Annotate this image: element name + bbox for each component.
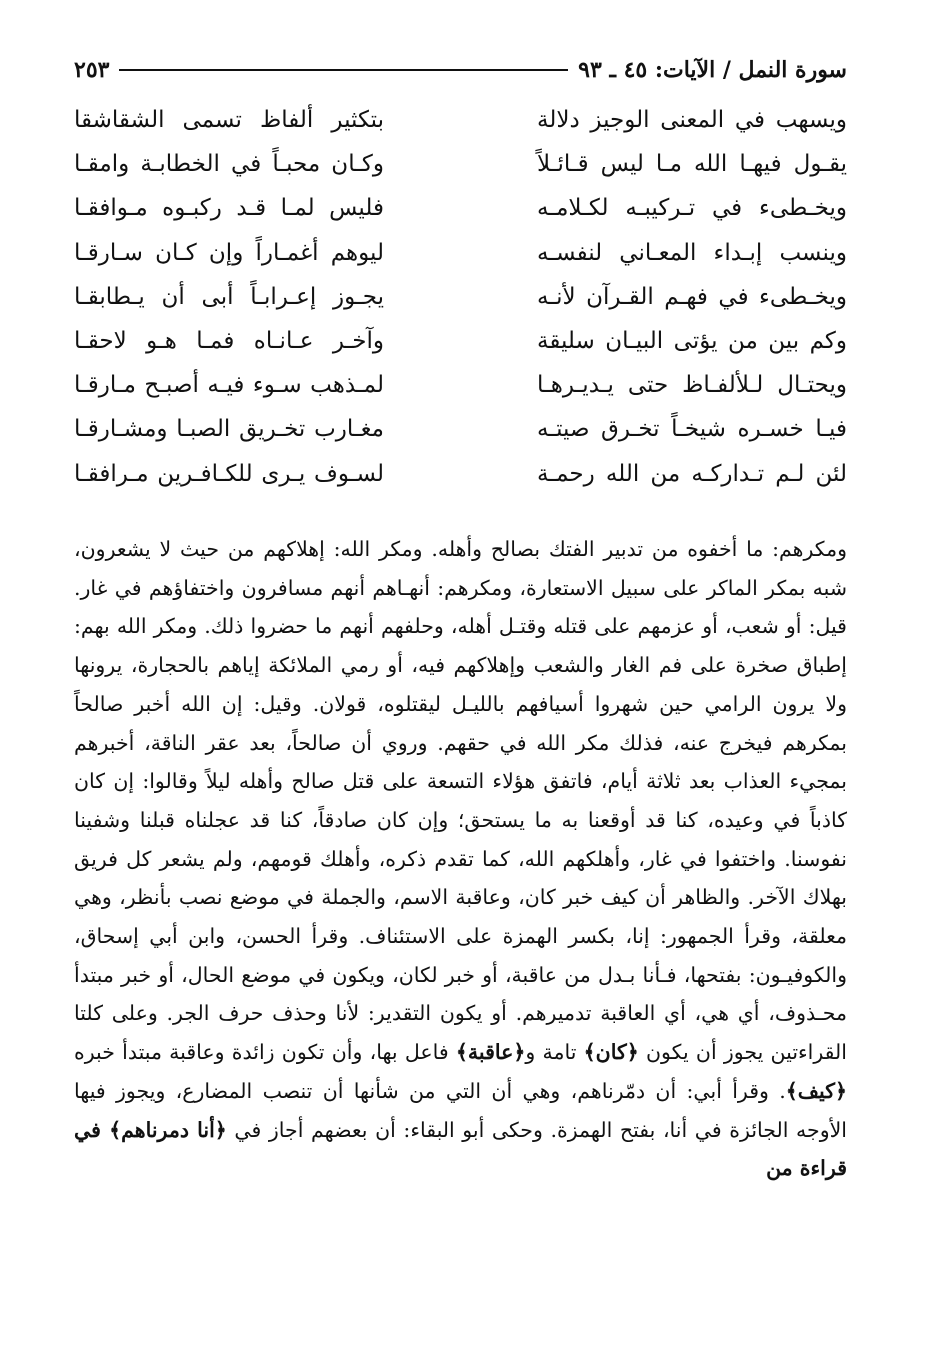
verse-first-hemistich: لئن لـم تـداركـه من الله رحمـة bbox=[537, 460, 847, 487]
verse-second-hemistich: لسـوف يـرى للكـافـرين مـرافقـا bbox=[74, 460, 384, 487]
quran-quote-kayfa: ﴿كيف﴾ bbox=[785, 1078, 847, 1103]
quran-quote-ana-dammarnahum: ﴿أنا دمرناهم﴾ bbox=[109, 1117, 227, 1142]
verse-first-hemistich: فيـا خسـره شيخـاً تخـرق صيتـه bbox=[537, 416, 847, 443]
page-header bbox=[74, 52, 847, 88]
verse-second-hemistich: ليوهم أغمـاراً وإن كـان سـارقـا bbox=[74, 239, 384, 266]
poem-verse bbox=[74, 231, 847, 275]
commentary-text bbox=[74, 530, 847, 1188]
poem-verse bbox=[74, 363, 847, 407]
verse-first-hemistich: ويحتـال لـلألفـاظ حتى يـديـرهـا bbox=[537, 372, 847, 399]
verse-first-hemistich: ويسهب في المعنى الوجيز دلالة bbox=[537, 107, 847, 134]
page-number: ٢٥٣ bbox=[74, 57, 110, 83]
verse-first-hemistich: ويخـطىء في تـركيبـه لكـلامـه bbox=[537, 195, 847, 222]
poem-verse bbox=[74, 407, 847, 451]
verse-second-hemistich: وآخـر عـانـاه فمـا هـو لاحقـا bbox=[74, 328, 384, 355]
poem-verse bbox=[74, 186, 847, 230]
verse-second-hemistich: بتكثير ألفاظ تسمى الشقاشقا bbox=[74, 107, 384, 134]
verse-second-hemistich: مغـارب تخـريق الصبـا ومشـارقـا bbox=[74, 416, 384, 443]
surah-title: سورة النمل / الآيات: ٤٥ ـ ٩٣ bbox=[578, 57, 847, 83]
poem-verse bbox=[74, 319, 847, 363]
header-rule bbox=[119, 69, 568, 71]
quran-quote-kana: ﴿كان﴾ bbox=[583, 1040, 639, 1065]
verse-second-hemistich: يجـوز إعـرابـاً أبى أن يـطابقـا bbox=[74, 283, 384, 310]
verse-first-hemistich: يقـول فيهـا الله مـا ليس قـائـلاً bbox=[537, 151, 847, 178]
verse-second-hemistich: وكـان محبـاً في الخطابـة وامقـا bbox=[74, 151, 384, 178]
quran-quote-aqiba: ﴿عاقبة﴾ bbox=[455, 1040, 526, 1065]
poem-verse bbox=[74, 98, 847, 142]
poem-verse bbox=[74, 275, 847, 319]
verse-first-hemistich: ويخـطىء في فهـم القـرآن لأنـه bbox=[537, 283, 847, 310]
poem-verse bbox=[74, 142, 847, 186]
poem-verse bbox=[74, 452, 847, 496]
commentary-fragment: تامة و bbox=[525, 1040, 584, 1065]
commentary-paragraph: ومكرهم: ما أخفوه من تدبير الفتك بصالح وأهله. ومكر الله: إهلاكهم من حيث لا يشعرون، شبه بمكر الماكر على سبيل الاستعارة، ومكرهم: أنهـاهم أنهم مسافرون واختفاؤهم في غار. قيل: أو شعب، أو عزمهم على قتله وقتـل أهله، وحلفهم أنهم ما حضروا ذلك. ومكر الله بهم: إطباق صخرة على فم الغار والشعب وإهلاكهم فيه، أو رمي الملائكة إياهم بالحجارة، يرونها ولا يرون الرامي حين شهروا أسيافهم بالليـل ليقتلوه، قولان. وقيل: إن الله أخبر صالحاً بمكرهم فيخرج عنه، فذلك مكر الله في حقهم. وروي أن صالحاً، بعد عقر الناقة، أخبرهم بمجيء العذاب بعد ثلاثة أيام، فاتفق هؤلاء التسعة على قتل صالح وأهله ليلاً وقالوا: إن كان كاذباً في وعيده، كنا قد أوقعنا به ما يستحق؛ وإن كان صادقاً، كنا قد عجلناه قبلنا وشفينا نفوسنا. واختفوا في غار، وأهلكهم الله، كما تقدم ذكره، وأهلك قومهم، ولم يشعر كل فريق بهلاك الآخر. والظاهر أن كيف خبر كان، وعاقبة الاسم، والجملة في موضع نصب بأنظر، وهي معلقة، وقرأ الجمهور: إنا، بكسر الهمزة على الاستئناف. وقرأ الحسن، وابن أبي إسحاق، والكوفيـون: بفتحها، فـأنا بـدل من عاقبة، أو خبر لكان، ويكون في موضع الحال، أو خبر مبتدأ محـذوف، أي هي، أي العاقبة تدميرهم. أو يكون التقدير: لأنا وحذف حرف الجر. وعلى كلتا القراءتين يجوز أن يكون bbox=[74, 537, 847, 1065]
poem bbox=[74, 98, 847, 496]
commentary-fragment: . وقرأ أبي: أن دمّرناهم، وهي أن التي من شأنها أن تنصب المضارع، ويجوز فيها الأوجه الجائزة في أنا، بفتح الهمزة. وحكى أبو البقاء: أن بعضهم أجاز في bbox=[74, 1078, 848, 1142]
verse-first-hemistich: وكم بين من يؤتى البيـان سليقة bbox=[537, 328, 847, 355]
commentary-fragment: فاعل بها، وأن تكون زائدة وعاقبة مبتدأ خبره bbox=[74, 1040, 456, 1065]
verse-first-hemistich: وينسب إبـداء المعـاني لنفسـه bbox=[537, 239, 847, 266]
verse-second-hemistich: فليس لمـا قـد ركبـوه مـوافقـا bbox=[74, 195, 384, 222]
verse-second-hemistich: لمـذهب سـوء فيـه أصبـح مـارقـا bbox=[74, 372, 384, 399]
commentary-fragment-end: في قراءة من bbox=[74, 1117, 847, 1181]
